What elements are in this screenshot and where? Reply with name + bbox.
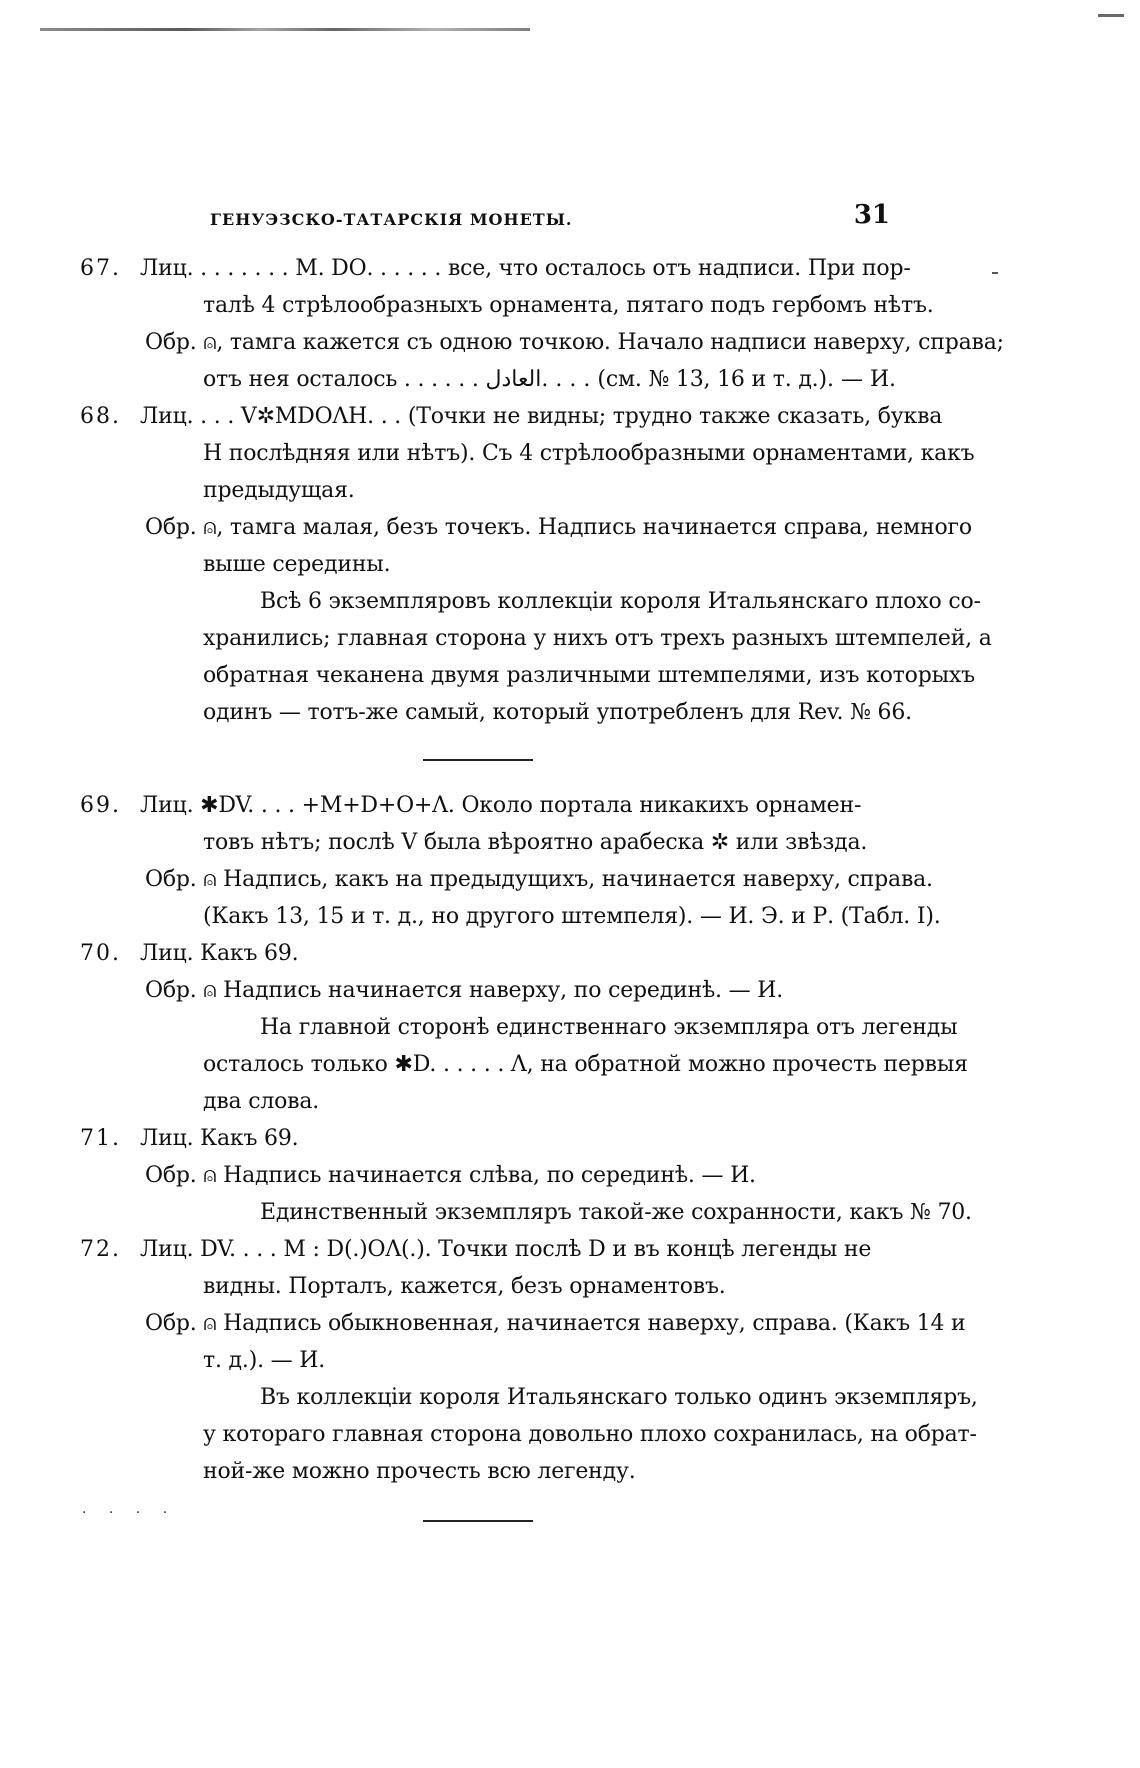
entry-text: Лиц. . . . V✲MDОΛH. . . (Точки не видны; трудно также сказать, буква xyxy=(140,404,943,429)
note-line: Всѣ 6 экземпляровъ коллекціи короля Итальянскаго плохо со- xyxy=(260,589,981,614)
entry-70-line xyxy=(80,935,880,972)
entry-72-line xyxy=(80,1231,880,1268)
text-line: предыдущая. xyxy=(203,478,355,503)
entry-text: Лиц. Какъ 69. xyxy=(140,1126,299,1151)
note-line: обратная чеканена двумя различными штемпелями, изъ которыхъ xyxy=(203,663,975,688)
note-line: Въ коллекціи короля Итальянскаго только одинъ экземпляръ, xyxy=(260,1385,978,1410)
page-body xyxy=(80,250,1004,1548)
reverse-line: Обр. ⍝, тамга малая, безъ точекъ. Надпись начинается справа, немного xyxy=(145,515,972,540)
note-line: осталось только ✱D. . . . . . Λ, на обратной можно прочесть первыя xyxy=(203,1052,968,1077)
note-line: два слова. xyxy=(203,1089,320,1114)
text-line: H послѣдняя или нѣтъ). Съ 4 стрѣлообразными орнаментами, какъ xyxy=(203,441,975,466)
text-line: видны. Порталъ, кажется, безъ орнаментовъ. xyxy=(203,1274,726,1299)
reverse-line: Обр. ⍝ Надпись обыкновенная, начинается наверху, справа. (Какъ 14 и xyxy=(145,1311,966,1336)
scan-dots: · · · · xyxy=(82,1505,177,1521)
entry-67-line xyxy=(80,250,911,287)
entry-number: 71. xyxy=(80,1126,121,1151)
text-line: отъ нея осталось . . . . . . العادل. . . . (см. № 13, 16 и т. д.). — И. xyxy=(203,367,896,392)
section-divider xyxy=(423,1520,533,1522)
entry-number: 67. xyxy=(80,256,121,281)
entry-69-line xyxy=(80,787,880,824)
text-line: товъ нѣтъ; послѣ V была вѣроятно арабеска ✲ или звѣзда. xyxy=(203,830,868,855)
margin-mark xyxy=(992,272,998,274)
page-header xyxy=(210,200,890,240)
scan-edge-artifact xyxy=(40,28,530,31)
entry-text: Лиц. . . . . . . . М. DО. . . . . . все, что осталось отъ надписи. При пор- xyxy=(140,256,911,281)
reverse-line: Обр. ⍝, тамга кажется съ одною точкою. Начало надписи наверху, справа; xyxy=(145,330,1004,355)
running-title: ГЕНУЭЗСКО-ТАТАРСКІЯ МОНЕТЫ. xyxy=(210,210,573,229)
note-line: хранились; главная сторона у нихъ отъ трехъ разныхъ штемпелей, а xyxy=(203,626,992,651)
reverse-line: Обр. ⍝ Надпись начинается наверху, по серединѣ. — И. xyxy=(145,978,784,1003)
entry-number: 72. xyxy=(80,1237,121,1262)
reverse-line: Обр. ⍝ Надпись, какъ на предыдущихъ, начинается наверху, справа. xyxy=(145,867,933,892)
text-line: талѣ 4 стрѣлообразныхъ орнамента, пятаго подъ гербомъ нѣтъ. xyxy=(203,293,934,318)
note-line: одинъ — тотъ-же самый, который употребленъ для Rev. № 66. xyxy=(203,700,912,725)
text-line: выше середины. xyxy=(203,552,391,577)
scan-edge-mark xyxy=(1098,14,1124,17)
reverse-line: Обр. ⍝ Надпись начинается слѣва, по серединѣ. — И. xyxy=(145,1163,756,1188)
text-line: (Какъ 13, 15 и т. д., но другого штемпеля). — И. Э. и Р. (Табл. I). xyxy=(203,904,941,929)
entry-71-line xyxy=(80,1120,880,1157)
entry-68-line xyxy=(80,398,943,435)
entry-number: 70. xyxy=(80,941,121,966)
entry-text: Лиц. DV. . . . M : D(.)ОΛ(.). Точки послѣ D и въ концѣ легенды не xyxy=(140,1237,872,1262)
note-line: Единственный экземпляръ такой-же сохранности, какъ № 70. xyxy=(260,1200,972,1225)
entry-text: Лиц. ✱DV. . . . +M+D+О+Λ. Около портала никакихъ орнамен- xyxy=(140,793,862,818)
page-number: 31 xyxy=(853,200,890,230)
entry-number: 68. xyxy=(80,404,121,429)
note-line: у котораго главная сторона довольно плохо сохранилась, на обрат- xyxy=(203,1422,977,1447)
entry-text: Лиц. Какъ 69. xyxy=(140,941,299,966)
section-divider xyxy=(423,759,533,761)
text-line: т. д.). — И. xyxy=(203,1348,326,1373)
note-line: На главной сторонѣ единственнаго экземпляра отъ легенды xyxy=(260,1015,958,1040)
entry-number: 69. xyxy=(80,793,121,818)
note-line: ной-же можно прочесть всю легенду. xyxy=(203,1459,636,1484)
